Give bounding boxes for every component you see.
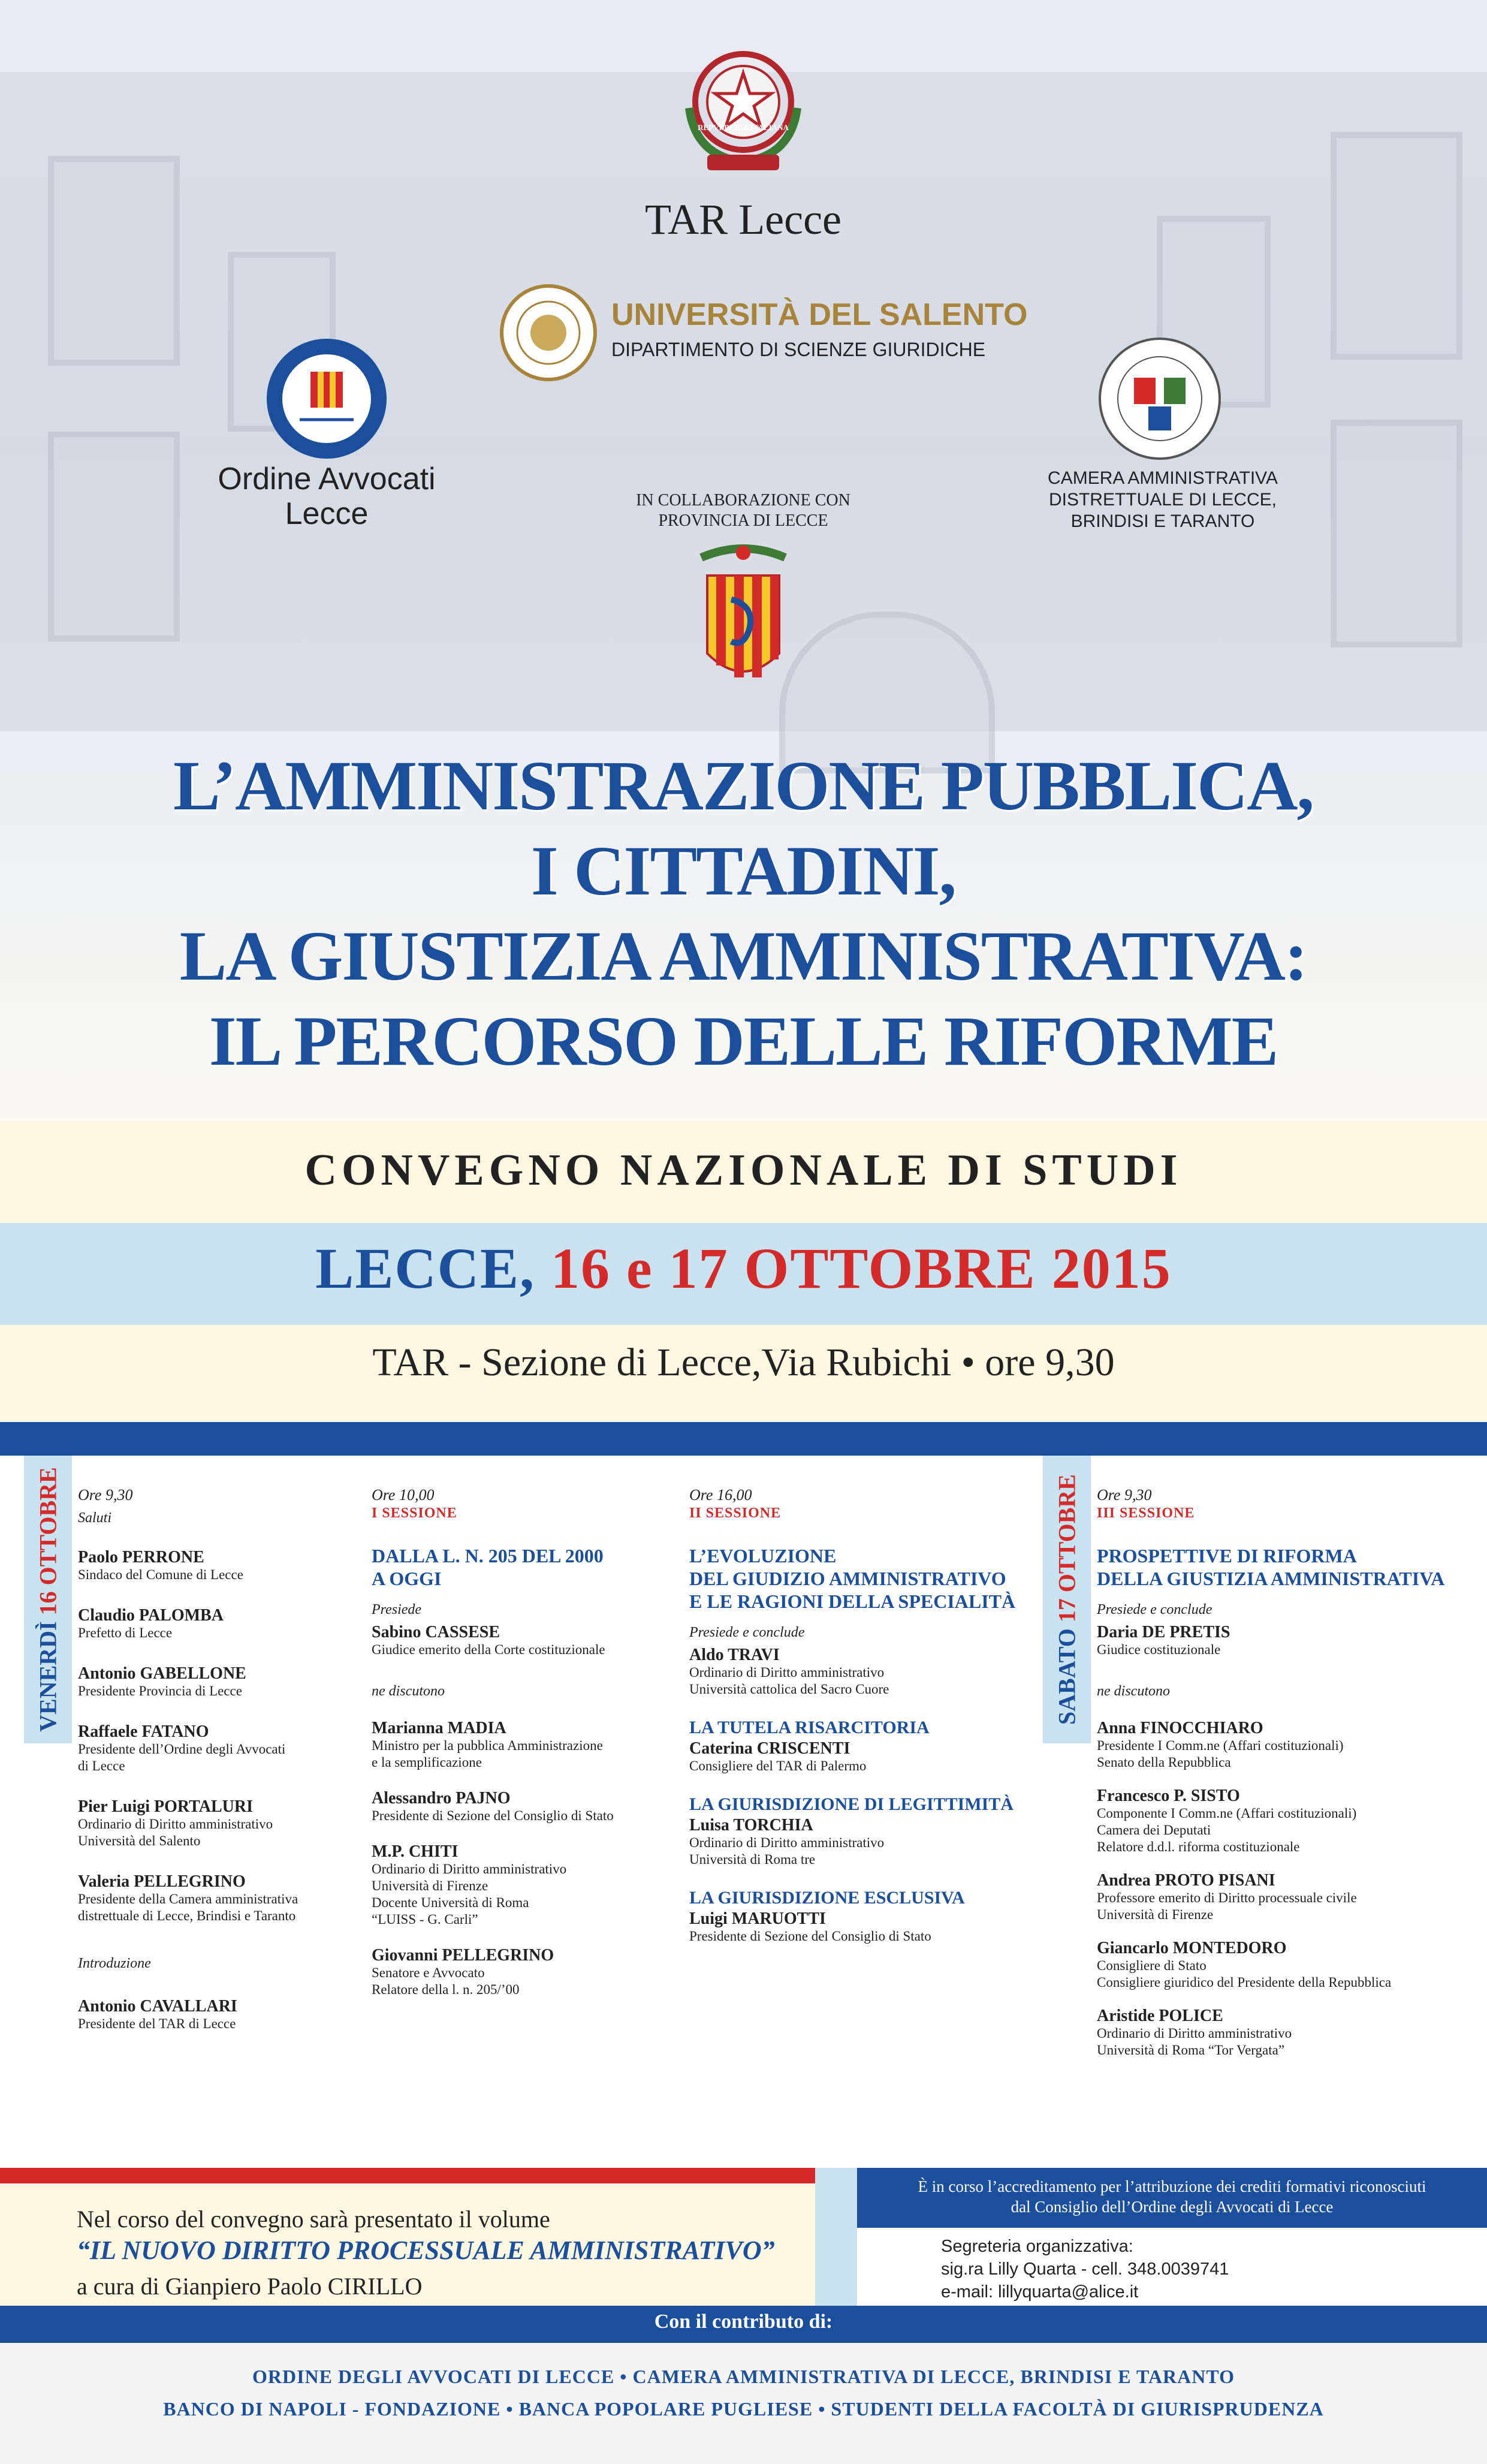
program-column-session-1: Ore 10,00 I SESSIONE DALLA L. N. 205 DEL 2000 A OGGI Presiede Sabino CASSESE Giudice emerito della Corte costituzionale ne discutono Marianna MADIA Ministro per la pubblica Amministrazione e la semplificazione Alessandro PAJNO Presidente di Sezione del Consiglio di Stato M.P. CHITI Ordinario di Diritto amministrativo Università di Firenze Docente Università di Roma “LUISS - G. Carli” Giovanni PELLEGRINO Senatore e Avvocato Relatore della l. n. 205/’00 xyxy=(372,1486,659,1998)
ordine-avvocati-label: Ordine Avvocati Lecce xyxy=(218,462,436,531)
title-line-2: I CITTADINI, xyxy=(530,832,956,910)
department-name: DIPARTIMENTO DI SCIENZE GIURIDICHE xyxy=(611,339,986,360)
camera-amministrativa-seal-icon xyxy=(1097,336,1223,462)
topic-title: LA TUTELA RISARCITORIA xyxy=(689,1718,930,1737)
speaker: Luigi MARUOTTI Presidente di Sezione del Consiglio di Stato xyxy=(689,1909,931,1944)
email-link[interactable]: e-mail: lillyquarta@alice.it xyxy=(941,2282,1139,2302)
speaker: M.P. CHITI Ordinario di Diritto amministrativo Università di Firenze Docente Università di Roma “LUISS - G. Carli” xyxy=(372,1842,567,1927)
contributors-title: Con il contributo di: xyxy=(654,2311,833,2333)
speaker: Andrea PROTO PISANI Professore emerito di Diritto processuale civile Università di Firenze xyxy=(1097,1871,1357,1922)
program-column-session-2: Ore 16,00 II SESSIONE L’EVOLUZIONE DEL GIUDIZIO AMMINISTRATIVO E LE RAGIONI DELLA SPECIALITÀ Presiede e conclude Aldo TRAVI Ordinario di Diritto amministrativo Università cattolica del Sacro Cuore LA TUTELA RISARCITORIA Caterina CRISCENTI Consigliere del TAR di Palermo LA GIURISDIZIONE DI LEGITTIMITÀ Luisa TORCHIA Ordinario di Diritto amministrativo Università di Roma tre LA GIURISDIZIONE ESCLUSIVA Luigi MARUOTTI Presidente di Sezione del Consiglio di Stato xyxy=(689,1486,1037,1945)
speaker: Anna FINOCCHIARO Presidente I Comm.ne (Affari costituzionali) Senato della Repubblica xyxy=(1097,1719,1344,1770)
speaker: Giovanni PELLEGRINO Senatore e Avvocato Relatore della l. n. 205/’00 xyxy=(372,1946,554,1997)
speaker: Luisa TORCHIA Ordinario di Diritto amministrativo Università di Roma tre xyxy=(689,1816,885,1867)
session-title: DALLA L. N. 205 DEL 2000 A OGGI xyxy=(372,1545,604,1589)
speaker: Claudio PALOMBA Prefetto di Lecce xyxy=(78,1606,224,1640)
speaker: Paolo PERRONE Sindaco del Comune di Lecce xyxy=(78,1548,243,1582)
sponsors-line-1: ORDINE DEGLI AVVOCATI DI LECCE • CAMERA AMMINISTRATIVA DI LECCE, BRINDISI E TARANTO xyxy=(252,2366,1235,2387)
speaker: Giancarlo MONTEDORO Consigliere di Stato Consigliere giuridico del Presidente della Repubblica xyxy=(1097,1939,1392,1990)
speaker: Valeria PELLEGRINO Presidente della Camera amministrativa distrettuale di Lecce, Brindisi e Taranto xyxy=(78,1872,298,1923)
event-days: 16 e 17 OTTOBRE 2015 xyxy=(551,1236,1172,1300)
program-bar xyxy=(1043,1422,1487,1456)
speaker: Sabino CASSESE Giudice emerito della Corte costituzionale xyxy=(372,1623,605,1657)
venue: TAR - Sezione di Lecce,Via Rubichi • ore 9,30 xyxy=(372,1341,1115,1384)
book-curator: a cura di Gianpiero Paolo CIRILLO xyxy=(77,2273,423,2300)
book-title: “IL NUOVO DIRITTO PROCESSUALE AMMINISTRATIVO” xyxy=(77,2236,775,2265)
program-column-session-3: Ore 9,30 III SESSIONE PROSPETTIVE DI RIFORMA DELLA GIUSTIZIA AMMINISTRATIVA Presiede e conclude Daria DE PRETIS Giudice costituzionale ne discutono Anna FINOCCHIARO Presidente I Comm.ne (Affari costituzionali) Senato della Repubblica Francesco P. SISTO Componente I Comm.ne (Affari costituzionali) Camera dei Deputati Relatore d.d.l. riforma costituzionale Andrea PROTO PISANI Professore emerito di Diritto processuale civile Università di Firenze Giancarlo MONTEDORO Consigliere di Stato Consigliere giuridico del Presidente della Repubblica Aristide POLICE Ordinario di Diritto amministrativo Università di Roma “Tor Vergata” xyxy=(1097,1486,1468,2059)
camera-amministrativa-label: CAMERA AMMINISTRATIVA DISTRETTUALE DI LECCE, BRINDISI E TARANTO xyxy=(1048,468,1278,531)
speaker: Antonio GABELLONE Presidente Provincia di Lecce xyxy=(78,1664,246,1698)
speaker: Aldo TRAVI Ordinario di Diritto amministrativo Università cattolica del Sacro Cuore xyxy=(689,1646,889,1697)
topic-title: LA GIURISDIZIONE DI LEGITTIMITÀ xyxy=(689,1794,1014,1814)
day-tab-friday: VENERDÌ 16 OTTOBRE xyxy=(24,1456,72,1743)
title-line-1: L’AMMINISTRAZIONE PUBBLICA, xyxy=(173,746,1314,825)
university-name: UNIVERSITÀ DEL SALENTO xyxy=(611,297,1028,332)
emblem-ribbon-text: REPVBBLICA ITALIANA xyxy=(698,123,789,132)
red-divider xyxy=(0,2168,815,2183)
speaker: Marianna MADIA Ministro per la pubblica Amministrazione e la semplificazione xyxy=(372,1719,603,1770)
speaker: Pier Luigi PORTALURI Ordinario di Diritto amministrativo Università del Salento xyxy=(78,1797,273,1848)
sponsors-line-2: BANCO DI NAPOLI - FONDAZIONE • BANCA POPOLARE PUGLIESE • STUDENTI DELLA FACOLTÀ DI GIURISPRUDENZA xyxy=(163,2398,1324,2420)
event-city: LECCE, xyxy=(315,1236,536,1300)
accreditation-note: È in corso l’accreditamento per l’attribuzione dei crediti formativi riconosciuti dal Consiglio dell’Ordine degli Avvocati di Lecce xyxy=(857,2168,1487,2228)
session-title: L’EVOLUZIONE DEL GIUDIZIO AMMINISTRATIVO E LE RAGIONI DELLA SPECIALITÀ xyxy=(689,1545,1016,1612)
provincia-lecce-crest-icon xyxy=(683,540,803,695)
book-intro: Nel corso del convegno sarà presentato il volume xyxy=(77,2206,550,2233)
university-seal-icon xyxy=(497,282,599,384)
speaker: Caterina CRISCENTI Consigliere del TAR di Palermo xyxy=(689,1739,867,1773)
speaker: Francesco P. SISTO Componente I Comm.ne (Affari costituzionali) Camera dei Deputati Relatore d.d.l. riforma costituzionale xyxy=(1097,1787,1357,1854)
tar-lecce-label: TAR Lecce xyxy=(644,195,842,243)
italian-republic-emblem-icon xyxy=(671,36,815,180)
event-date xyxy=(0,1235,1487,1302)
light-divider xyxy=(815,2168,857,2306)
day-tab-saturday: SABATO 17 OTTOBRE xyxy=(1043,1456,1091,1743)
program-bar xyxy=(0,1422,1043,1456)
speaker: Alessandro PAJNO Presidente di Sezione del Consiglio di Stato xyxy=(372,1789,614,1823)
collaboration-label: IN COLLABORAZIONE CON PROVINCIA DI LECCE xyxy=(636,491,850,530)
speaker: Antonio CAVALLARI Presidente del TAR di Lecce xyxy=(78,1997,237,2031)
secretariat-contact: Segreteria organizzativa: sig.ra Lilly Quarta - cell. 348.0039741 e-mail: lillyquarta@alice.it xyxy=(941,2235,1229,2303)
program-column-welcome: Ore 9,30 Saluti Paolo PERRONE Sindaco del Comune di Lecce Claudio PALOMBA Prefetto di Lecce Antonio GABELLONE Presidente Provincia di Lecce Raffaele FATANO Presidente dell’Ordine degli Avvocati di Lecce Pier Luigi PORTALURI Ordinario di Diritto amministrativo Università del Salento Valeria PELLEGRINO Presidente della Camera amministrativa distrettuale di Lecce, Brindisi e Taranto Introduzione Antonio CAVALLARI Presidente del TAR di Lecce xyxy=(78,1486,360,2032)
topic-title: LA GIURISDIZIONE ESCLUSIVA xyxy=(689,1888,965,1908)
session-title: PROSPETTIVE DI RIFORMA DELLA GIUSTIZIA AMMINISTRATIVA xyxy=(1097,1545,1445,1589)
main-title xyxy=(72,743,1414,1084)
subtitle: CONVEGNO NAZIONALE DI STUDI xyxy=(304,1146,1183,1195)
speaker: Daria DE PRETIS Giudice costituzionale xyxy=(1097,1623,1230,1657)
speaker: Aristide POLICE Ordinario di Diritto amministrativo Università di Roma “Tor Vergata” xyxy=(1097,2007,1292,2058)
title-line-4: IL PERCORSO DELLE RIFORME xyxy=(209,1002,1278,1080)
title-line-3: LA GIUSTIZIA AMMINISTRATIVA: xyxy=(179,917,1307,995)
speaker: Raffaele FATANO Presidente dell’Ordine degli Avvocati di Lecce xyxy=(78,1722,286,1773)
ordine-avvocati-seal-icon xyxy=(264,336,390,462)
